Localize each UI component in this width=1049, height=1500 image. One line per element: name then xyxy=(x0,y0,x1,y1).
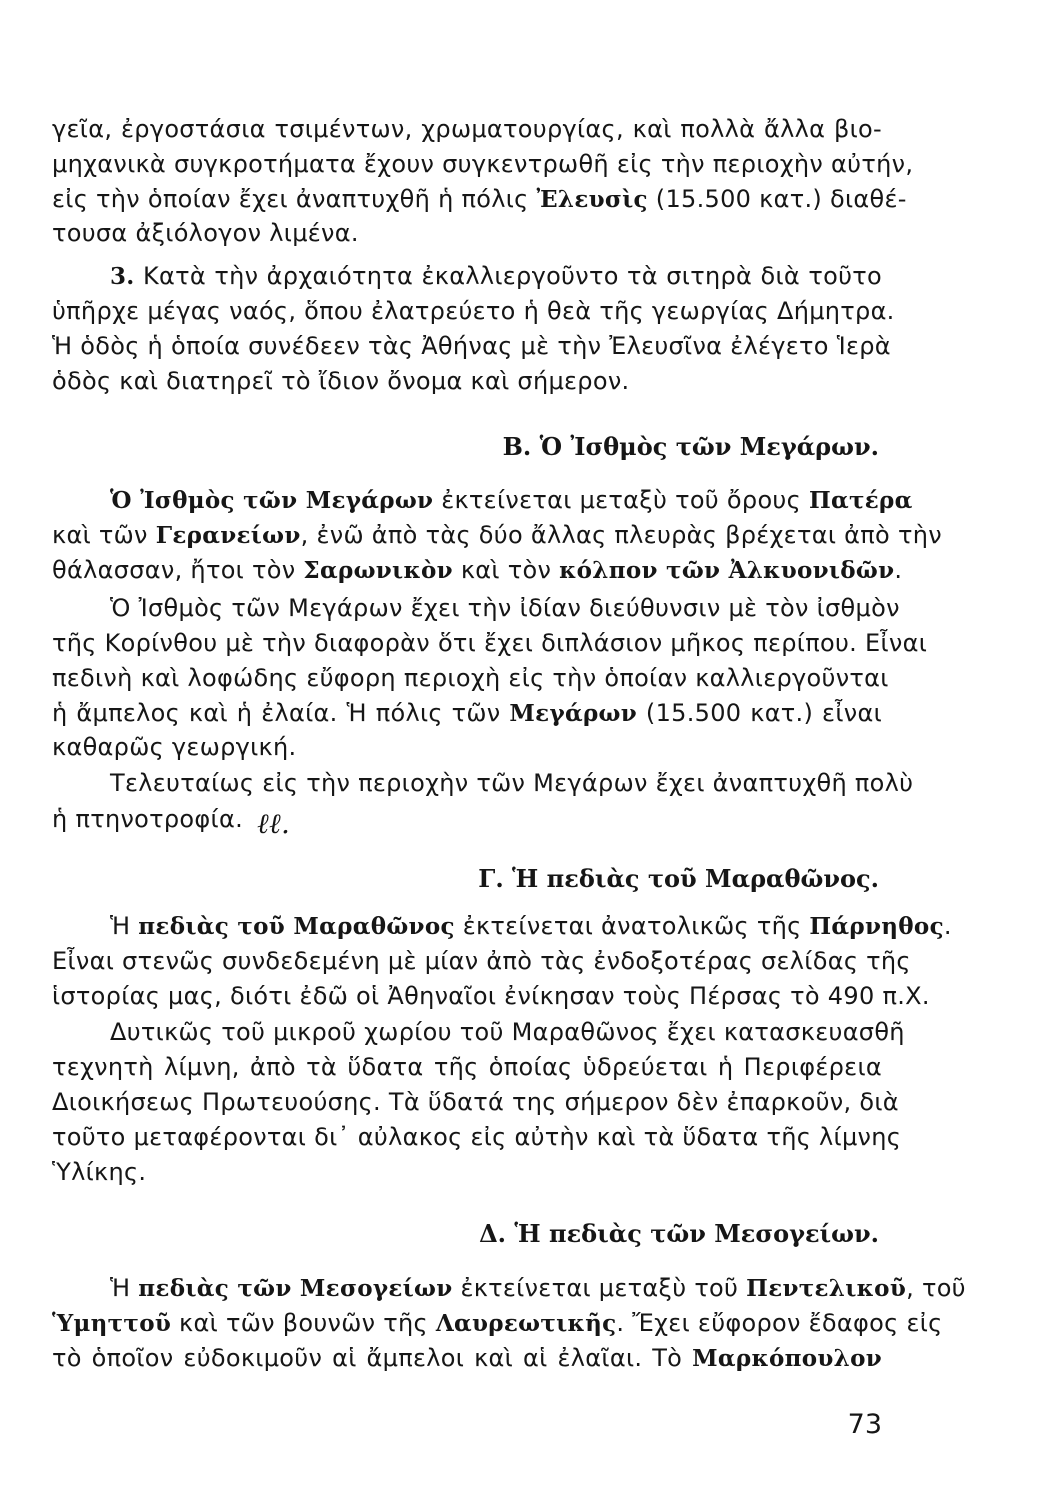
text-line: ὁδὸς καὶ διατηρεῖ τὸ ἴδιον ὄνομα καὶ σήμερον. xyxy=(52,367,630,395)
text-line: καθαρῶς γεωργική. xyxy=(52,733,297,761)
bold-term: πεδιὰς τοῦ Μαραθῶνος xyxy=(138,913,455,940)
text-line: ἱστορίας μας, διότι ἐδῶ οἱ Ἀθηναῖοι ἐνίκησαν τοὺς Πέρσας τὸ 490 π.Χ. xyxy=(52,982,930,1010)
text-line: Ἡ πεδιὰς τῶν Μεσογείων ἐκτείνεται μεταξὺ τοῦ Πεντελικοῦ, τοῦ xyxy=(110,1274,966,1302)
text-line: ἡ ἄμπελος καὶ ἡ ἐλαία. Ἡ πόλις τῶν Μεγάρων (15.500 κατ.) εἶναι xyxy=(52,699,882,727)
text-line: καὶ τῶν Γερανείων, ἐνῶ ἀπὸ τὰς δύο ἄλλας πλευρὰς βρέχεται ἀπὸ τὴν xyxy=(52,521,942,549)
paragraph-number: 3. xyxy=(110,263,135,290)
text-line: γεῖα, ἐργοστάσια τσιμέντων, χρωματουργίας, καὶ πολλὰ ἄλλα βιο- xyxy=(52,115,882,143)
bold-term: Πάρνηθος xyxy=(809,913,944,940)
bold-term: Γερανείων xyxy=(155,522,301,549)
text-line: τουσα ἀξιόλογον λιμένα. xyxy=(52,219,359,247)
text-line: ὑπῆρχε μέγας ναός, ὅπου ἐλατρεύετο ἡ θεὰ τῆς γεωργίας Δήμητρα. xyxy=(52,297,895,325)
text-line: Τελευταίως εἰς τὴν περιοχὴν τῶν Μεγάρων ἔχει ἀναπτυχθῆ πολὺ xyxy=(110,769,914,797)
bold-term: Ἐλευσὶς xyxy=(536,186,648,213)
text-line: Διοικήσεως Πρωτευούσης. Τὰ ὕδατά της σήμερον δὲν ἐπαρκοῦν, διὰ xyxy=(52,1088,899,1116)
text-line: Εἶναι στενῶς συνδεδεμένη μὲ μίαν ἀπὸ τὰς ἐνδοξοτέρας σελίδας τῆς xyxy=(52,947,911,975)
text-line: Δυτικῶς τοῦ μικροῦ χωρίου τοῦ Μαραθῶνος ἔχει κατασκευασθῆ xyxy=(110,1018,905,1046)
section-heading: Γ. Ἡ πεδιὰς τοῦ Μαραθῶνος. xyxy=(478,864,879,893)
section-heading: Δ. Ἡ πεδιὰς τῶν Μεσογείων. xyxy=(479,1219,879,1248)
text-line: θάλασσαν, ἤτοι τὸν Σαρωνικὸν καὶ τὸν κόλπον τῶν Ἀλκυονιδῶν. xyxy=(52,556,903,584)
section-heading: Β. Ὁ Ἰσθμὸς τῶν Μεγάρων. xyxy=(502,432,879,461)
bold-term: Ὁ Ἰσθμὸς τῶν Μεγάρων xyxy=(110,487,434,514)
bold-term: Μαρκόπουλον xyxy=(692,1345,882,1372)
bold-term: Σαρωνικὸν xyxy=(303,557,453,584)
bold-term: Πατέρα xyxy=(808,487,913,514)
text-line: πεδινὴ καὶ λοφώδης εὔφορη περιοχὴ εἰς τὴν ὁποίαν καλλιεργοῦνται xyxy=(52,664,889,692)
bold-term: Μεγάρων xyxy=(509,700,637,727)
handwritten-initials: ℓℓ. xyxy=(257,807,291,840)
page-number: 73 xyxy=(847,1409,882,1440)
bold-term: Πεντελικοῦ xyxy=(746,1275,907,1302)
bold-term: πεδιὰς τῶν Μεσογείων xyxy=(138,1275,453,1302)
text-line: μηχανικὰ συγκροτήματα ἔχουν συγκεντρωθῆ εἰς τὴν περιοχὴν αὐτήν, xyxy=(52,150,914,178)
bold-term: Λαυρεωτικῆς xyxy=(435,1310,617,1337)
text-line: τοῦτο μεταφέρονται δι᾽ αὐλακος εἰς αὐτὴν καὶ τὰ ὕδατα τῆς λίμνης xyxy=(52,1123,902,1151)
text-line: Ἡ πεδιὰς τοῦ Μαραθῶνος ἐκτείνεται ἀνατολικῶς τῆς Πάρνηθος. xyxy=(110,912,952,940)
text-line: ἡ πτηνοτροφία. ℓℓ. xyxy=(52,805,291,840)
bold-term: Ὑμηττοῦ xyxy=(52,1310,172,1337)
text-line: Ὁ Ἰσθμὸς τῶν Μεγάρων ἔχει τὴν ἰδίαν διεύθυνσιν μὲ τὸν ἰσθμὸν xyxy=(110,594,900,622)
text-line: τῆς Κορίνθου μὲ τὴν διαφορὰν ὅτι ἔχει διπλάσιον μῆκος περίπου. Εἶναι xyxy=(52,629,928,657)
text-line: 3. Κατὰ τὴν ἀρχαιότητα ἐκαλλιεργοῦντο τὰ σιτηρὰ διὰ τοῦτο xyxy=(110,262,882,290)
text-line: Ἡ ὁδὸς ἡ ὁποία συνέδεεν τὰς Ἀθήνας μὲ τὴν Ἐλευσῖνα ἐλέγετο Ἱερὰ xyxy=(52,332,891,360)
text-line: Ὑμηττοῦ καὶ τῶν βουνῶν τῆς Λαυρεωτικῆς. Ἔχει εὔφορον ἔδαφος εἰς xyxy=(52,1309,943,1337)
text-line: τεχνητὴ λίμνη, ἀπὸ τὰ ὕδατα τῆς ὁποίας ὑδρεύεται ἡ Περιφέρεια xyxy=(52,1053,882,1081)
text-line: εἰς τὴν ὁποίαν ἔχει ἀναπτυχθῆ ἡ πόλις Ἐλευσὶς (15.500 κατ.) διαθέ- xyxy=(52,185,907,213)
bold-term: κόλπον τῶν Ἀλκυονιδῶν xyxy=(559,557,895,584)
text-line: Ὁ Ἰσθμὸς τῶν Μεγάρων ἐκτείνεται μεταξὺ τοῦ ὄρους Πατέρα xyxy=(110,486,913,514)
text-line: Ὑλίκης. xyxy=(52,1158,147,1186)
text-line: τὸ ὁποῖον εὐδοκιμοῦν αἱ ἄμπελοι καὶ αἱ ἐλαῖαι. Τὸ Μαρκόπουλον xyxy=(52,1344,882,1372)
